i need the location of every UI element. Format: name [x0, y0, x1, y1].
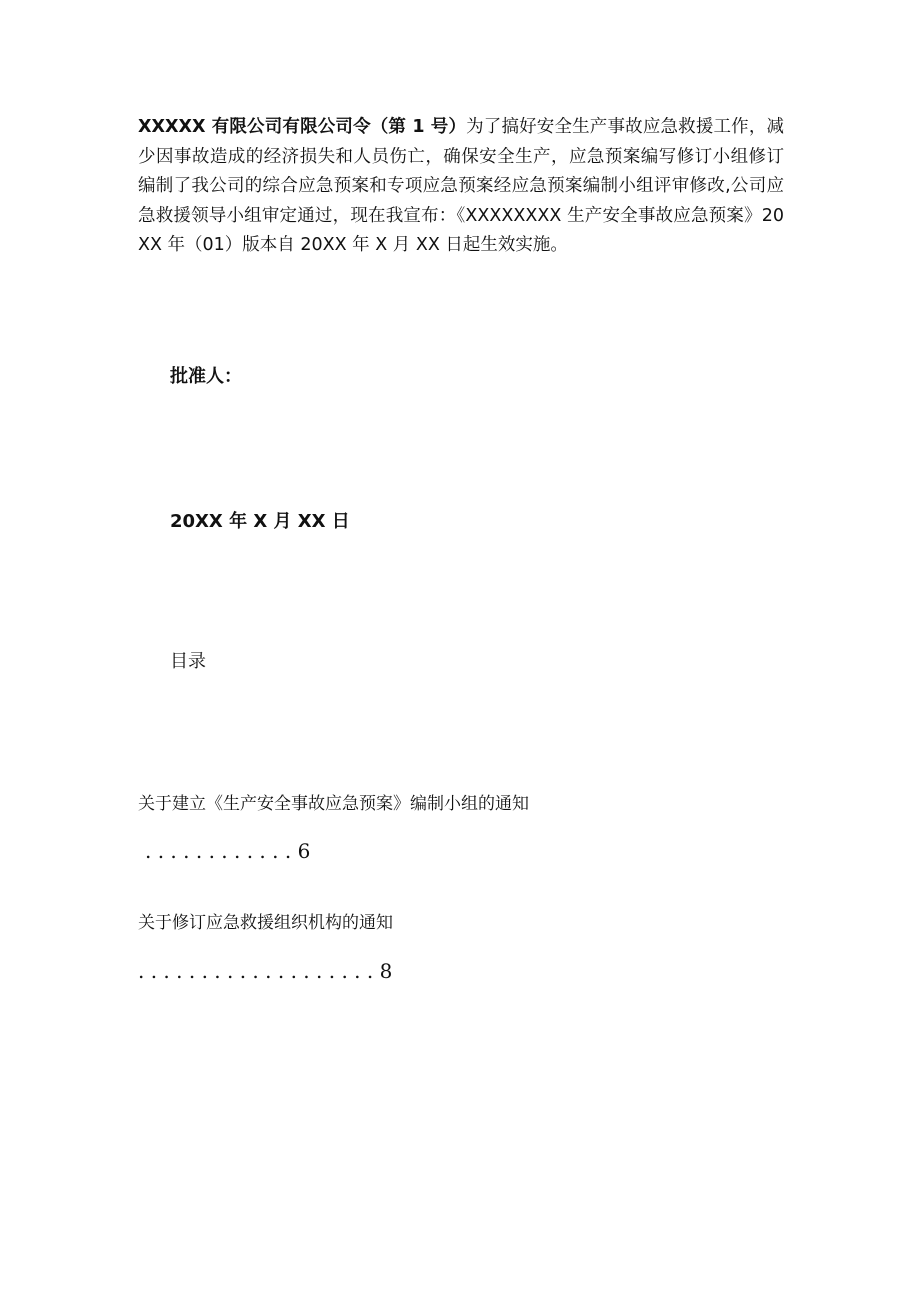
toc-entry-leader — [138, 959, 392, 983]
approval-date: 20XX 年 X 月 XX 日 — [170, 511, 350, 532]
toc-entry-leader — [145, 839, 310, 863]
toc-leader-dots: . . . . . . . . . . . . — [145, 839, 298, 863]
decree-paragraph — [138, 113, 784, 261]
toc-entry-title: 关于修订应急救援组织机构的通知 — [138, 913, 393, 933]
toc-entry-title: 关于建立《生产安全事故应急预案》编制小组的通知 — [138, 794, 529, 814]
toc-page-number: 6 — [297, 839, 311, 863]
decree-heading: XXXXX 有限公司有限公司令（第 1 号） — [138, 117, 467, 137]
toc-leader-dots: . . . . . . . . . . . . . . . . . . . — [138, 959, 380, 983]
decree-body: 为了搞好安全生产事故应急救援工作，减少因事故造成的经济损失和人员伤亡，确保安全生产，应急预案编写修订小组修订编制了我公司的综合应急预案和专项应急预案经应急预案编制小组评审修改,公司应急救援领导小组审定通过，现在我宣布：《XXXXXXXX 生产安全事故应急预案》20XX 年（01）版本自 20XX 年 X 月 XX 日起生效实施。 — [138, 117, 784, 255]
toc-page-number: 8 — [379, 959, 393, 983]
approver-label: 批准人： — [170, 366, 242, 387]
toc-title: 目录 — [170, 651, 206, 672]
